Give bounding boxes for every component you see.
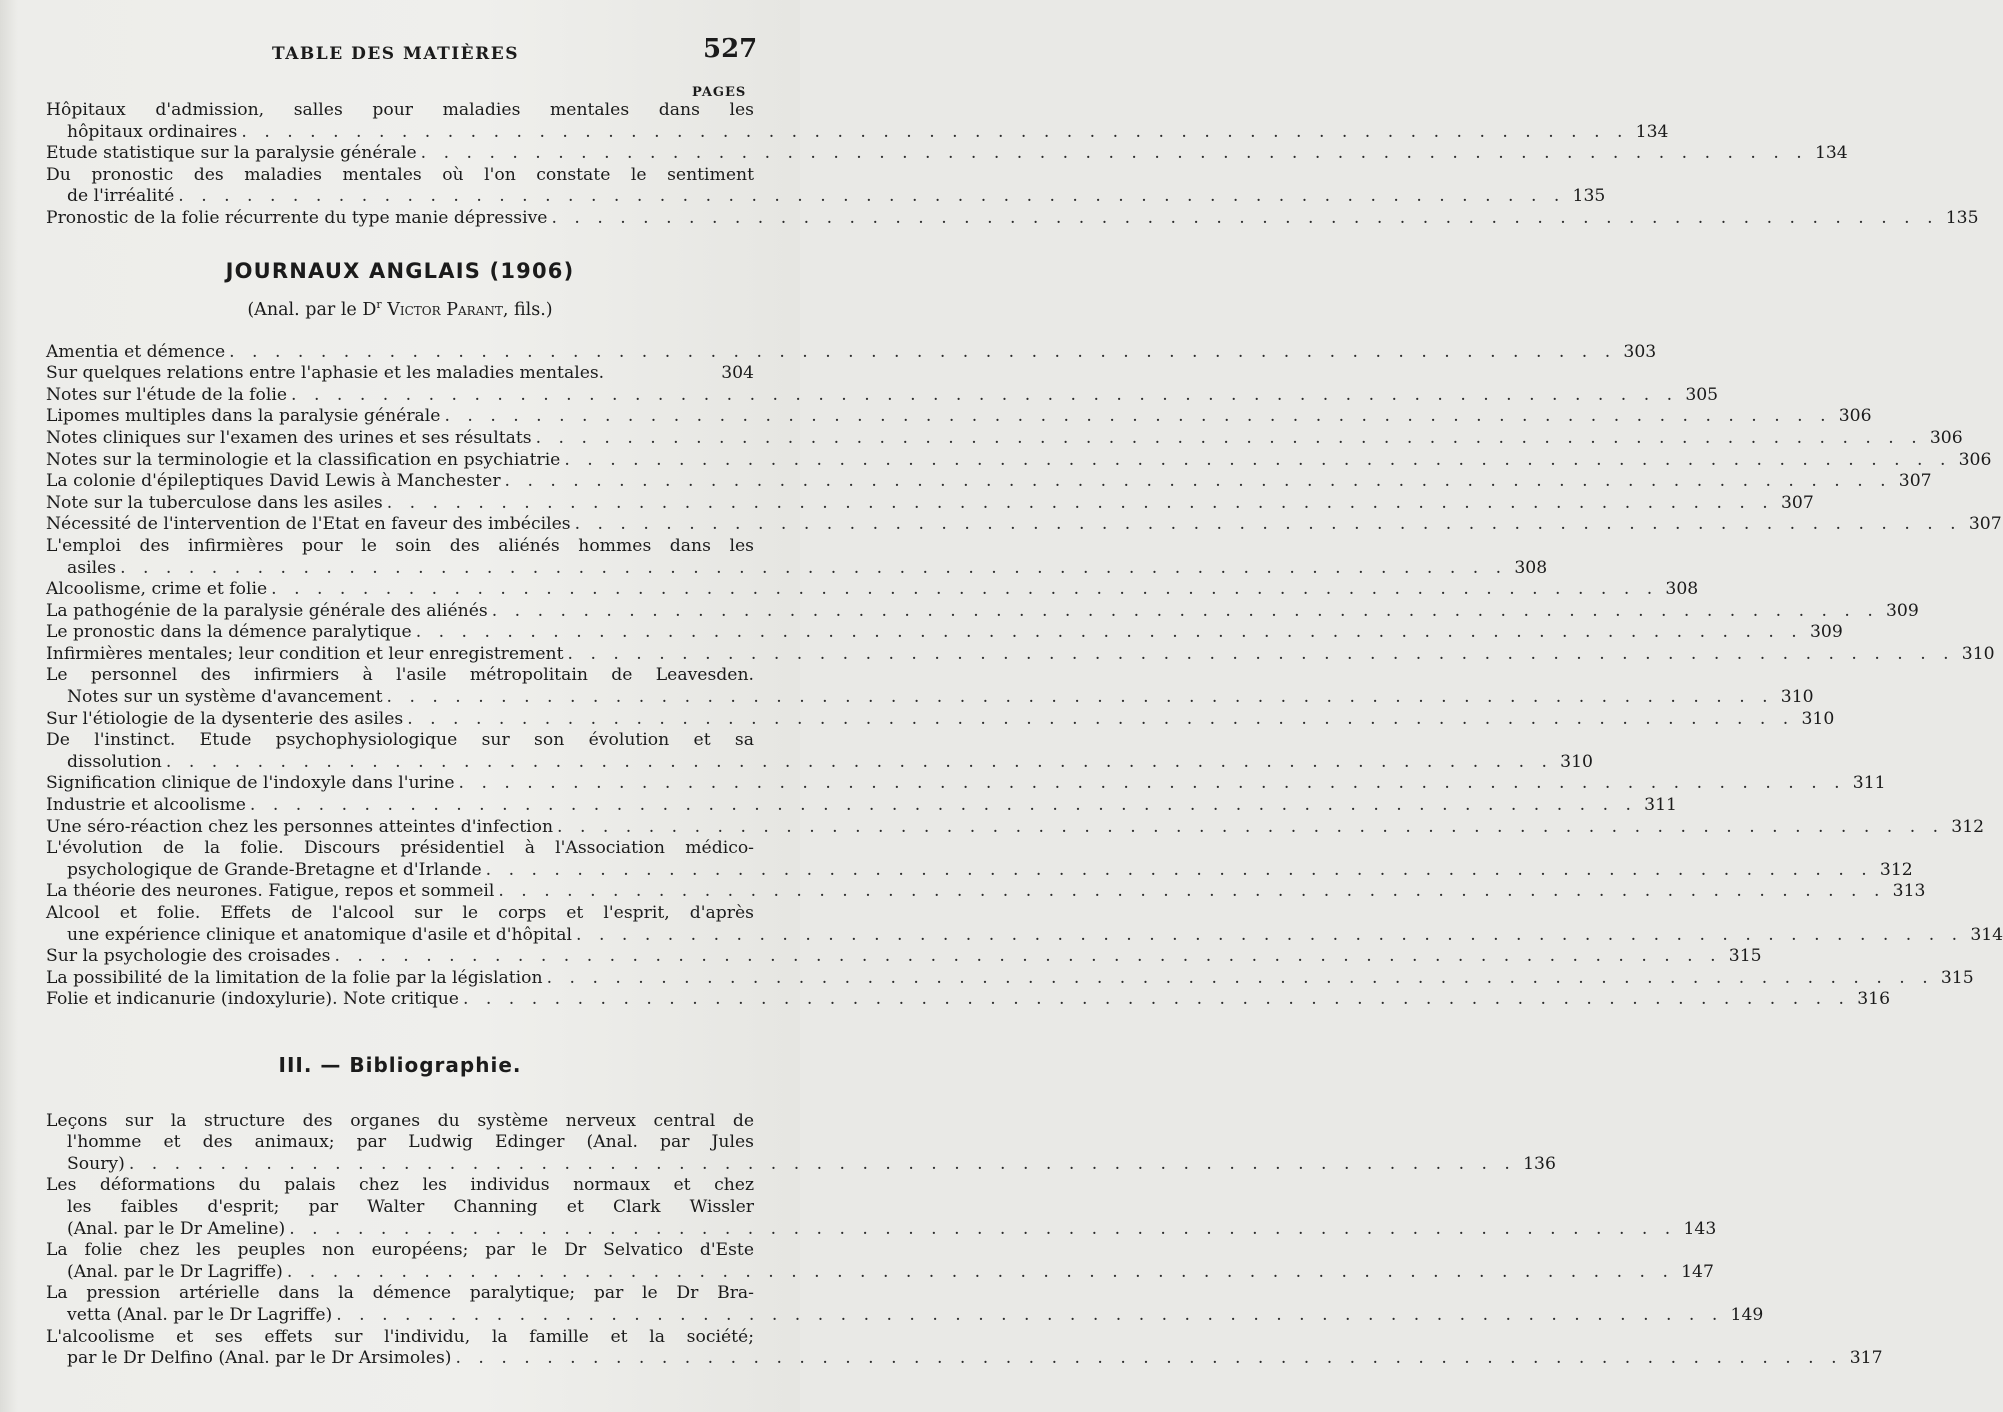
toc-entry-title-line: Soury): [67, 1153, 125, 1174]
section-heading-bibliographie: III. — Bibliographie.: [278, 1052, 522, 1077]
toc-entry-title-line: Du pronostic des maladies mentales où l'on constate le sentiment: [46, 164, 754, 185]
dot-leader: . . . . . . . . . . . . . . . . . . . . . . . . . . . . . . . . . . . . . . . . . . . . . . . . . . . . . . . . . . . . .: [249, 795, 1637, 816]
toc-entry-title-line: Le pronostic dans la démence paralytique: [46, 622, 412, 643]
toc-entry-page-number: 312: [1879, 859, 1913, 880]
toc-entry-title-line: dissolution: [67, 751, 162, 772]
dot-leader: . . . . . . . . . . . . . . . . . . . . . . . . . . . . . . . . . . . . . . . . . . . . . . . . . . . . . . . . . . . . .: [291, 384, 1679, 405]
toc-entry-page-number: 135: [1945, 207, 1979, 228]
toc-entry: [46, 100, 1669, 143]
toc-entry-title-line: Notes sur un système d'avancement: [67, 687, 383, 708]
toc-entry-page-number: 143: [1683, 1218, 1717, 1239]
toc-entry-title-line: Industrie et alcoolisme: [46, 795, 246, 816]
toc-entry-title-line: La possibilité de la limitation de la folie par la législation: [46, 967, 543, 988]
toc-entry-page-number: 308: [1514, 557, 1548, 578]
toc-entry-page-number: 315: [1940, 967, 1974, 988]
toc-entry-page-number: 305: [1685, 384, 1719, 405]
toc-entry-title-line: hôpitaux ordinaires: [67, 121, 238, 142]
toc-entry-title-line: La théorie des neurones. Fatigue, repos et sommeil: [46, 881, 495, 902]
toc-entry-title-line: (Anal. par le Dr Lagriffe): [67, 1261, 283, 1282]
section-subtitle-analyst: (Anal. par le $D^r$ Victor Parant, fils.): [247, 298, 553, 320]
toc-entry-title-line: L'évolution de la folie. Discours présidentiel à l'Association médico-: [46, 838, 754, 859]
dot-leader: . . . . . . . . . . . . . . . . . . . . . . . . . . . . . . . . . . . . . . . . . . . . . . . . . . . . . . . . . . . . .: [178, 186, 1566, 207]
toc-entry-title-line: par le Dr Delfino (Anal. par le Dr Arsimoles): [67, 1348, 452, 1369]
page-number: 527: [703, 34, 758, 64]
toc-entry: [46, 1326, 1883, 1370]
toc-entry: [46, 967, 1974, 990]
toc-entry: [46, 838, 1913, 881]
toc-section-hopitaux: [46, 100, 1979, 230]
dot-leader: . . . . . . . . . . . . . . . . . . . . . . . . . . . . . . . . . . . . . . . . . . . . . . . . . . . . . . . . . . . . .: [120, 557, 1508, 578]
dot-leader: . . . . . . . . . . . . . . . . . . . . . . . . . . . . . . . . . . . . . . . . . . . . . . . . . . . . . . . . . . . . .: [415, 622, 1803, 643]
toc-entry: [46, 1240, 1714, 1283]
toc-entry-title-line: La pathogénie de la paralysie générale des aliénés: [46, 600, 488, 621]
section-heading-journaux: JOURNAUX ANGLAIS (1906): [225, 258, 575, 283]
dot-leader: . . . . . . . . . . . . . . . . . . . . . . . . . . . . . . . . . . . . . . . . . . . . . . . . . . . . . . . . . . . . .: [462, 989, 1851, 1010]
toc-entry-title-line: La pression artérielle dans la démence paralytique; par le Dr Bra-: [46, 1283, 754, 1304]
dot-leader: . . . . . . . . . . . . . . . . . . . . . . . . . . . . . . . . . . . . . . . . . . . . . . . . . . . . . . . . . . . . .: [564, 449, 1952, 470]
dot-leader: . . . . . . . . . . . . . . . . . . . . . . . . . . . . . . . . . . . . . . . . . . . . . . . . . . . . . . . . . . . . .: [165, 751, 1553, 772]
toc-entry-page-number: 311: [1852, 773, 1886, 794]
dot-leader: . . . . . . . . . . . . . . . . . . . . . . . . . . . . . . . . . . . . . . . . . . . . . . . . . . . . . . . . . . . . .: [551, 207, 1939, 228]
toc-entry-title-line: Alcool et folie. Effets de l'alcool sur le corps et l'esprit, d'après: [46, 903, 754, 924]
dot-leader: . . . . . . . . . . . . . . . . . . . . . . . . . . . . . . . . . . . . . . . . . . . . . . . . . . . . . . . . . . . . .: [546, 967, 1934, 988]
toc-entry-title-line: Amentia et démence: [46, 341, 226, 362]
toc-entry: [46, 665, 1814, 708]
toc-entry: [46, 989, 1891, 1011]
toc-entry: [46, 881, 1926, 903]
toc-entry-title-line: les faibles d'esprit; par Walter Channing et Clark Wissler: [67, 1196, 754, 1217]
dot-leader: . . . . . . . . . . . . . . . . . . . . . . . . . . . . . . . . . . . . . . . . . . . . . . . . . . . . . . . . . . . . .: [286, 1261, 1674, 1282]
running-title: TABLE DES MATIÈRES: [272, 44, 520, 64]
toc-entry-title-line: Folie et indicanurie (indoxylurie). Note critique: [46, 989, 459, 1010]
toc-entry-title-line: Notes sur la terminologie et la classification en psychiatrie: [46, 449, 561, 470]
toc-entry-page-number: 309: [1809, 622, 1843, 643]
toc-entry-title-line: l'homme et des animaux; par Ludwig Edinger (Anal. par Jules: [67, 1132, 754, 1153]
toc-entry-page-number: 303: [1623, 341, 1657, 362]
toc-entry-page-number: 310: [1801, 708, 1835, 729]
toc-entry-title-line: asiles: [67, 557, 117, 578]
dot-leader: . . . . . . . . . . . . . . . . . . . . . . . . . . . . . . . . . . . . . . . . . . . . . . . . . . . . . . . . . . . . .: [455, 1348, 1843, 1369]
pages-column-label: PAGES: [692, 85, 747, 100]
dot-leader: . . . . . . . . . . . . . . . . . . . . . . . . . . . . . . . . . . . . . . . . . . . . . . . . . . . . . . . . . . . . .: [498, 881, 1886, 902]
toc-entry-title-line: Signification clinique de l'indoxyle dans l'urine: [46, 773, 455, 794]
toc-entry-title-line: Etude statistique sur la paralysie générale: [46, 143, 417, 164]
toc-entry: [46, 730, 1593, 773]
toc-entry-title-line: Le personnel des infirmiers à l'asile métropolitain de Leavesden.: [46, 665, 754, 686]
toc-section-bibliographie: [46, 1110, 1883, 1370]
dot-leader: . . . . . . . . . . . . . . . . . . . . . . . . . . . . . . . . . . . . . . . . . . . . . . . . . . . . . . . . . . . . .: [386, 687, 1774, 708]
toc-entry: [46, 946, 1762, 968]
toc-entry-title-line: Nécessité de l'intervention de l'Etat en faveur des imbéciles: [46, 514, 571, 535]
toc-entry: [46, 514, 2002, 536]
dot-leader: . . . . . . . . . . . . . . . . . . . . . . . . . . . . . . . . . . . . . . . . . . . . . . . . . . . . . . . . . . . . .: [458, 773, 1846, 794]
toc-entry: [46, 341, 1657, 364]
toc-entry-page-number: 135: [1572, 186, 1606, 207]
toc-entry-page-number: 304: [721, 363, 754, 384]
toc-entry-page-number: 316: [1857, 989, 1891, 1010]
dot-leader: . . . . . . . . . . . . . . . . . . . . . . . . . . . . . . . . . . . . . . . . . . . . . . . . . . . . . . . . . . . . .: [334, 946, 1722, 967]
toc-entry-page-number: 307: [1968, 514, 2002, 535]
toc-entry-page-number: 314: [1970, 924, 2003, 945]
dot-leader: . . . . . . . . . . . . . . . . . . . . . . . . . . . . . . . . . . . . . . . . . . . . . . . . . . . . . . . . . . . . .: [336, 1304, 1724, 1325]
dot-leader: . . . . . . . . . . . . . . . . . . . . . . . . . . . . . . . . . . . . . . . . . . . . . . . . . . . . . . . . . . . . .: [491, 600, 1879, 621]
toc-entry-page-number: 310: [1961, 643, 1995, 664]
toc-entry: [46, 708, 1835, 731]
toc-entry-title-line: vetta (Anal. par le Dr Lagriffe): [67, 1304, 333, 1325]
toc-entry-title-line: (Anal. par le Dr Ameline): [67, 1218, 286, 1239]
toc-entry-page-number: 307: [1898, 471, 1932, 492]
toc-entry-title-line: Notes cliniques sur l'examen des urines et ses résultats: [46, 427, 532, 448]
toc-entry: [46, 471, 1932, 493]
dot-leader: . . . . . . . . . . . . . . . . . . . . . . . . . . . . . . . . . . . . . . . . . . . . . . . . . . . . . . . . . . . . .: [420, 143, 1808, 164]
dot-leader: . . . . . . . . . . . . . . . . . . . . . . . . . . . . . . . . . . . . . . . . . . . . . . . . . . . . . . . . . . . . .: [485, 859, 1873, 880]
toc-entry: [46, 164, 1606, 208]
dot-leader: . . . . . . . . . . . . . . . . . . . . . . . . . . . . . . . . . . . . . . . . . . . . . . . . . . . . . . . . . . . . .: [444, 406, 1832, 427]
toc-entry-title-line: Sur quelques relations entre l'aphasie et les maladies mentales.: [46, 363, 605, 384]
dot-leader: . . . . . . . . . . . . . . . . . . . . . . . . . . . . . . . . . . . . . . . . . . . . . . . . . . . . . . . . . . . . .: [504, 471, 1892, 492]
dot-leader: . . . . . . . . . . . . . . . . . . . . . . . . . . . . . . . . . . . . . . . . . . . . . . . . . . . . . . . . . . . . .: [386, 492, 1774, 513]
toc-entry-title-line: La folie chez les peuples non européens; par le Dr Selvatico d'Este: [46, 1240, 754, 1261]
toc-entry-page-number: 311: [1644, 795, 1677, 816]
toc-entry-page-number: 306: [1958, 449, 1992, 470]
toc-entry-title-line: Les déformations du palais chez les individus normaux et chez: [46, 1175, 754, 1196]
toc-entry-title-line: De l'instinct. Etude psychophysiologique sur son évolution et sa: [46, 730, 754, 751]
toc-entry-title-line: Sur la psychologie des croisades: [46, 946, 331, 967]
toc-entry-page-number: 149: [1730, 1304, 1764, 1325]
toc-entry-page-number: 313: [1892, 881, 1926, 902]
toc-entry-title-line: une expérience clinique et anatomique d'asile et d'hôpital: [67, 924, 573, 945]
toc-entry: [46, 535, 1548, 579]
toc-entry-page-number: 136: [1523, 1153, 1556, 1174]
toc-entry-title-line: Sur l'étiologie de la dysenterie des asiles: [46, 708, 404, 729]
toc-entry: [46, 1110, 1556, 1176]
toc-entry: [46, 1283, 1764, 1326]
dot-leader: . . . . . . . . . . . . . . . . . . . . . . . . . . . . . . . . . . . . . . . . . . . . . . . . . . . . . . . . . . . . .: [289, 1218, 1677, 1239]
toc-entry-page-number: 309: [1886, 600, 1919, 621]
toc-entry-title-line: Leçons sur la structure des organes du système nerveux central de: [46, 1110, 754, 1131]
dot-leader: . . . . . . . . . . . . . . . . . . . . . . . . . . . . . . . . . . . . . . . . . . . . . . . . . . . . . . . . . . . . .: [574, 514, 1962, 535]
toc-entry-title-line: Alcoolisme, crime et folie: [46, 579, 268, 600]
toc-entry: [46, 773, 1886, 795]
toc-entry-title-line: Une séro-réaction chez les personnes atteintes d'infection: [46, 816, 554, 837]
toc-entry: [46, 427, 1963, 450]
toc-entry-title-line: psychologique de Grande-Bretagne et d'Irlande: [67, 859, 482, 880]
toc-section-journaux: [46, 341, 2003, 1011]
toc-entry: [46, 816, 1985, 839]
toc-entry-title-line: L'alcoolisme et ses effets sur l'individu, la famille et la société;: [46, 1326, 754, 1347]
toc-entry: [46, 406, 1872, 428]
toc-entry-page-number: 317: [1849, 1348, 1883, 1369]
toc-entry: [46, 795, 1677, 817]
toc-entry: [46, 903, 2003, 946]
dot-leader: . . . . . . . . . . . . . . . . . . . . . . . . . . . . . . . . . . . . . . . . . . . . . . . . . . . . . . . . . . . . .: [576, 924, 1964, 945]
toc-entry: [46, 207, 1979, 230]
page-header: [0, 32, 800, 72]
toc-entry: [46, 492, 1814, 515]
toc-entry-title-line: La colonie d'épileptiques David Lewis à Manchester: [46, 471, 501, 492]
toc-entry-title-line: Infirmières mentales; leur condition et leur enregistrement: [46, 643, 564, 664]
toc-entry-title-line: Hôpitaux d'admission, salles pour maladies mentales dans les: [46, 100, 754, 120]
dot-leader: . . . . . . . . . . . . . . . . . . . . . . . . . . . . . . . . . . . . . . . . . . . . . . . . . . . . . . . . . . . . .: [407, 708, 1795, 729]
toc-entry: [46, 600, 1919, 623]
toc-entry-title-line: Pronostic de la folie récurrente du type manie dépressive: [46, 207, 548, 228]
toc-entry: [46, 363, 754, 385]
toc-entry-page-number: 306: [1838, 406, 1872, 427]
dot-leader: . . . . . . . . . . . . . . . . . . . . . . . . . . . . . . . . . . . . . . . . . . . . . . . . . . . . . . . . . . . . .: [241, 121, 1629, 142]
toc-entry-page-number: 306: [1929, 427, 1963, 448]
toc-entry: [46, 449, 1992, 472]
toc-entry-title-line: Lipomes multiples dans la paralysie générale: [46, 406, 441, 427]
toc-entry-page-number: 147: [1681, 1261, 1714, 1282]
dot-leader: . . . . . . . . . . . . . . . . . . . . . . . . . . . . . . . . . . . . . . . . . . . . . . . . . . . . . . . . . . . . .: [229, 341, 1617, 362]
toc-entry: [46, 643, 1995, 666]
toc-entry: [46, 579, 1699, 601]
dot-leader: . . . . . . . . . . . . . . . . . . . . . . . . . . . . . . . . . . . . . . . . . . . . . . . . . . . . . . . . . . . . .: [535, 427, 1923, 448]
toc-entry-page-number: 315: [1728, 946, 1762, 967]
toc-entry-page-number: 134: [1635, 121, 1669, 142]
toc-entry: [46, 384, 1719, 407]
table-of-contents: [46, 100, 2003, 1370]
toc-entry-title-line: Note sur la tuberculose dans les asiles: [46, 492, 383, 513]
toc-entry-title-line: L'emploi des infirmières pour le soin des aliénés hommes dans les: [46, 535, 754, 556]
dot-leader: . . . . . . . . . . . . . . . . . . . . . . . . . . . . . . . . . . . . . . . . . . . . . . . . . . . . . . . . . . . . .: [128, 1153, 1516, 1174]
toc-entry-page-number: 308: [1665, 579, 1699, 600]
toc-entry-page-number: 134: [1814, 143, 1848, 164]
toc-entry-page-number: 312: [1951, 816, 1985, 837]
toc-entry-title-line: de l'irréalité: [67, 186, 175, 207]
toc-entry: [46, 143, 1848, 165]
toc-entry: [46, 622, 1843, 644]
toc-entry-page-number: 307: [1780, 492, 1814, 513]
dot-leader: . . . . . . . . . . . . . . . . . . . . . . . . . . . . . . . . . . . . . . . . . . . . . . . . . . . . . . . . . . . . .: [557, 816, 1945, 837]
toc-entry-page-number: 310: [1780, 687, 1814, 708]
toc-entry-title-line: Notes sur l'étude de la folie: [46, 384, 288, 405]
dot-leader: . . . . . . . . . . . . . . . . . . . . . . . . . . . . . . . . . . . . . . . . . . . . . . . . . . . . . . . . . . . . .: [567, 643, 1955, 664]
toc-entry-page-number: 310: [1560, 751, 1593, 772]
toc-entry: [46, 1175, 1717, 1240]
dot-leader: . . . . . . . . . . . . . . . . . . . . . . . . . . . . . . . . . . . . . . . . . . . . . . . . . . . . . . . . . . . . .: [271, 579, 1659, 600]
